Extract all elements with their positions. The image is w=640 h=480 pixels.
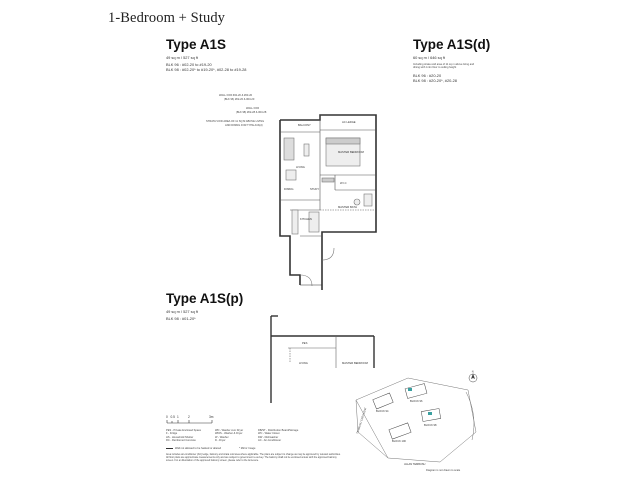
- scale-tick-2: 2: [188, 415, 190, 419]
- site-block-94: BLOCK 94: [376, 410, 389, 413]
- scale-tick-1: 1: [177, 415, 179, 419]
- unit-a1s-block-1: BLK 96 : #02-20 to #19-20: [166, 62, 212, 67]
- unit-a1sd-block-2: BLK 98 : #20-20*, #20-28: [413, 77, 457, 83]
- legend-item: HS - Household Shelter: [166, 435, 194, 439]
- scale-tick-05: 0.5: [170, 415, 175, 419]
- unit-a1sd-block-1: BLK 96 : #20-20: [413, 72, 442, 78]
- wall-line-swatch: [166, 448, 173, 449]
- site-road-jalan-tembusu: JALAN TEMBUSU: [404, 463, 426, 466]
- label-ac-ledge: AC LEDGE: [342, 121, 356, 124]
- label-kitchen: KITCHEN: [300, 218, 312, 221]
- strata-note-2: AND DINING FOR TYPE A1S(d): [225, 124, 263, 127]
- unit-a1s-block-2: BLK 98 : #02-20* to #19-20*, #02-28 to #19-28: [166, 67, 247, 72]
- site-road-tembusu-crescent: TEMBUSU CRESCENT: [356, 407, 368, 435]
- site-plan: [348, 370, 483, 468]
- label-wic: W.I.C: [340, 182, 347, 185]
- legend-item: D - Dryer: [215, 439, 226, 443]
- site-block-100: BLOCK 100: [392, 440, 406, 443]
- wall-note-top-2: (BLK 96) #02-20 & #03-20: [224, 98, 255, 101]
- wall-note-mid-1: WALL FOR: [246, 107, 260, 110]
- unit-a1sp-block-1: BLK 98 : #01-20*: [166, 316, 196, 321]
- unit-a1s-area: 49 sq m / 527 sq ft: [166, 55, 199, 60]
- label-pes: PES: [302, 342, 308, 345]
- label-master-bedroom-p: MASTER BEDROOM: [342, 362, 368, 365]
- legend-item: RC - Reinforced Concrete: [166, 439, 196, 443]
- site-block-96: BLOCK 96: [410, 400, 423, 403]
- unit-a1sp-area: 49 sq m / 527 sq ft: [166, 309, 199, 314]
- floor-plan-a1s: [260, 110, 390, 300]
- legend-item: WC - Water Closet: [258, 432, 280, 436]
- legend-item: DW - Dishwasher: [258, 435, 279, 439]
- unit-a1s-header: [166, 37, 246, 72]
- legend-item: WD/S - Washer & Dryer: [215, 432, 243, 436]
- legend-disclaimer: Area includes air-conditioner (AC) ledge, balcony and strata void area where applicable. The plans are subject to change as may be approved by relevant authorities. All floor plans are approximate measurements only and are subject to government re-survey. The balcony shall not be enclosed unless with the approved balcony screen. For an illustration of the approved balcony screen, please refer to the Annexure.: [166, 453, 341, 462]
- unit-a1sd-area: 60 sq m / 646 sq ft: [413, 55, 446, 60]
- label-master-bath: MASTER BATH: [338, 206, 357, 209]
- label-master-bedroom: MASTER BEDROOM: [338, 151, 364, 154]
- legend-item: AC - Air-Conditioner: [258, 439, 282, 443]
- unit-a1sd-note: Including strata void area of 11 sq m above living and dining with 4.4m floor to ceiling height: [413, 63, 475, 70]
- unit-a1sd-type: Type A1S(d): [413, 37, 491, 52]
- legend-col-3: [258, 429, 298, 443]
- page-title: 1-Bedroom + Study: [108, 10, 226, 26]
- footer-note: Diagram is not drawn to scale: [426, 469, 461, 472]
- legend-mirror: * Mirror Image: [239, 447, 256, 450]
- scale-tick-0: 0: [166, 415, 168, 419]
- legend-footnote-row: [166, 447, 255, 450]
- unit-a1sp-type: Type A1S(p): [166, 291, 244, 306]
- legend-item: F - Fridge: [166, 432, 178, 436]
- label-living-p: LIVING: [299, 362, 308, 365]
- unit-a1s-type: Type A1S: [166, 37, 227, 52]
- unit-a1sp-header: [166, 291, 243, 321]
- site-block-98: BLOCK 98: [424, 424, 437, 427]
- legend-footnote: Wall not allowed to be hacked or altered: [175, 447, 222, 450]
- north-label: N: [471, 370, 474, 374]
- scale-tick-3m: 3m: [209, 415, 214, 419]
- legend-item: PES - Private Enclosed Space: [166, 429, 202, 432]
- label-study: STUDY: [310, 188, 320, 191]
- wall-note-top-1: WALL FOR #02-20 & #03-20: [219, 94, 253, 97]
- legend-item: DB/ST - Distribution Board/Storage: [258, 429, 299, 432]
- wall-note-mid-2: (BLK 98) #02-28 & #03-28: [236, 111, 267, 114]
- legend-col-2: [215, 429, 243, 443]
- scale-bar: [166, 414, 216, 426]
- legend-item: WD - Washer cum Dryer: [215, 429, 244, 432]
- label-living: LIVING: [296, 166, 305, 169]
- strata-note-1: STRATA VOID AREA OF 11 SQ M ABOVE LIVING: [206, 120, 265, 123]
- legend-col-1: [166, 429, 201, 443]
- north-arrow-icon: [469, 370, 477, 382]
- legend-item: W - Washer: [215, 435, 229, 439]
- label-dining: DINING: [284, 188, 294, 191]
- label-balcony: BALCONY: [298, 124, 311, 127]
- unit-a1sd-header: [413, 37, 490, 83]
